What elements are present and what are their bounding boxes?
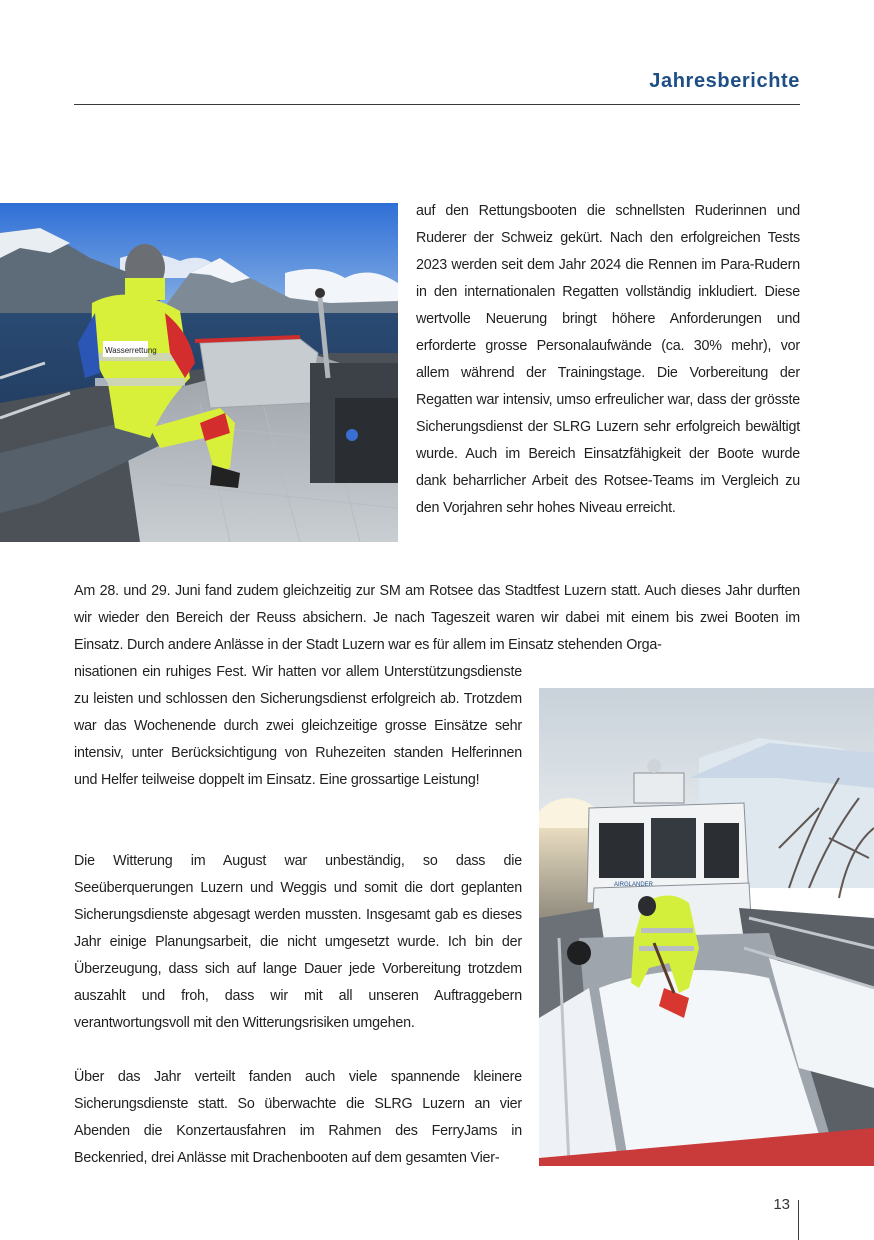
page-title: Jahresberichte	[649, 70, 800, 92]
footer-divider	[798, 1200, 799, 1240]
paragraph-stadtfest: Am 28. und 29. Juni fand zudem gleichzeitig zur SM am Rotsee das Stadtfest Luzern statt. Auch dieses Jahr durften wir wieder den Bereich der Reuss absichern. Je nach Tageszeit waren wir dabei mit einem bis zwei Booten im Einsatz. Durch andere Anlässe in der Stadt Luzern war es für allem im Einsatz stehenden Orga-	[74, 583, 800, 653]
photo-snow-shoveling-boat	[539, 688, 874, 1166]
vest-label: Wasserrettung	[105, 346, 157, 355]
paragraph-weather: Die Witterung im August war unbeständig, so dass die Seeüberquerungen Luzern und Weggis und somit die dort geplanten Sicherungsdienste abgesagt werden mussten. Insgesamt gab es dieses Jahr einige Planungsarbeit, die nicht umgesetzt wurde. Ich bin der Überzeugung, dass sich auf lange Dauer jede Vorbereitung trotzdem auszahlt und froh, dass wir mit all unseren Auftraggebern verantwortungsvoll mit den Witterungsrisiken umgehen.	[74, 853, 522, 1031]
page-number: 13	[773, 1196, 790, 1213]
boat-brand-label: AIRGLANDER	[614, 882, 654, 888]
header-divider	[74, 104, 800, 105]
paragraph-regatta: auf den Rettungsbooten die schnellsten Ruderinnen und Ruderer der Schweiz gekürt. Nach den erfolgreichen Tests 2023 werden seit dem Jahr 2024 die Rennen im Para-Rudern in den internationalen Regatten vollständig inkludiert. Diese wertvolle Neuerung bringt höhere Anforderungen und erforderte grosse Personalaufwände (ca. 30% mehr), vor allem während der Trainingstage. Die Vorbereitung der Regatten war intensiv, umso erfreulicher war, dass der grösste Sicherungsdienst der SLRG Luzern sehr erfolgreich bewältigt wurde. Auch im Bereich Einsatzfähigkeit der Boote wurde dank beharrlicher Arbeit des Rotsee-Teams im Vergleich zu den Vorjahren sehr hohes Niveau erreicht.	[416, 203, 800, 516]
photo-rescuer-on-boat	[0, 203, 398, 542]
paragraph-small-services: Über das Jahr verteilt fanden auch viele spannende kleinere Sicherungsdienste statt. So überwachte die SLRG Luzern an vier Abenden die Konzertausfahren im Rahmen des FerryJams in Beckenried, drei Anlässe mit Drachenbooten auf dem gesamten Vier-	[74, 1069, 522, 1166]
paragraph-stadtfest-continued: nisationen ein ruhiges Fest. Wir hatten vor allem Unterstützungsdienste zu leisten und schlossen den Sicherungsdienst erfolgreich ab. Trotzdem war das Wochenende durch zwei gleichzeitige grosse Einsätze sehr intensiv, unter Berücksichtigung von Ruhezeiten standen Helferinnen und Helfer teilweise doppelt im Einsatz. Eine grossartige Leistung!	[74, 664, 522, 788]
